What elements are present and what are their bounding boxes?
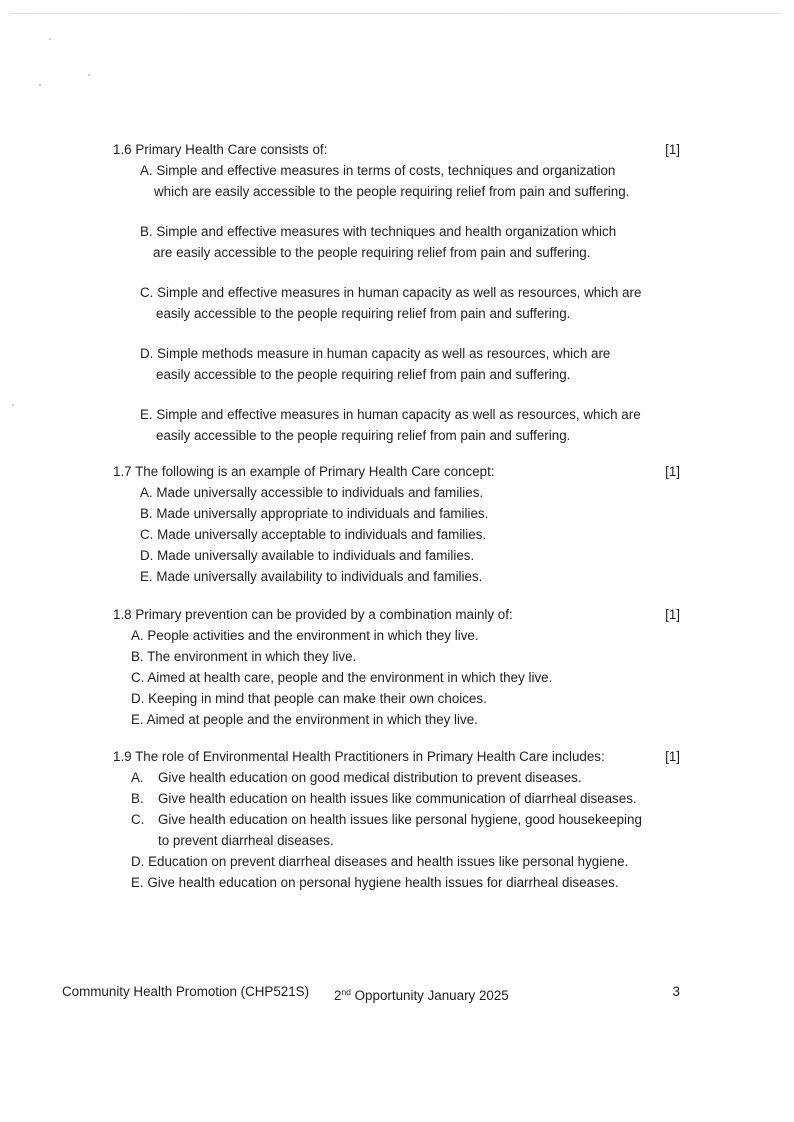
option-b: B. The environment in which they live. bbox=[131, 649, 357, 664]
option-line: which are easily accessible to the people requiring relief from pain and suffering. bbox=[154, 184, 630, 199]
question-marks: [1] bbox=[665, 142, 680, 157]
scan-speck bbox=[39, 84, 41, 86]
ordinal-suffix: nd bbox=[341, 987, 351, 997]
question-header bbox=[113, 746, 680, 767]
scan-speck bbox=[88, 74, 90, 76]
question-stem: 1.6 Primary Health Care consists of: bbox=[113, 142, 328, 157]
option-d: D. Keeping in mind that people can make their own choices. bbox=[131, 691, 487, 706]
option-b: B. Made universally appropriate to individuals and families. bbox=[140, 506, 489, 521]
option-a bbox=[113, 160, 680, 202]
opportunity-text: Opportunity January 2025 bbox=[350, 988, 509, 1003]
option-a: A. Made universally accessible to individuals and families. bbox=[140, 485, 484, 500]
option-d bbox=[113, 343, 680, 385]
question-1-9 bbox=[113, 746, 680, 893]
question-stem: 1.8 Primary prevention can be provided by a combination mainly of: bbox=[113, 607, 513, 622]
option-d: D. Education on prevent diarrheal diseases and health issues like personal hygiene. bbox=[131, 854, 629, 869]
option-line: E. Simple and effective measures in human capacity as well as resources, which are bbox=[140, 407, 641, 422]
option-b bbox=[113, 221, 680, 263]
option-text: Give health education on good medical distribution to prevent diseases. bbox=[158, 770, 582, 785]
exam-opportunity bbox=[334, 982, 673, 1006]
question-marks: [1] bbox=[665, 607, 680, 622]
question-stem: 1.9 The role of Environmental Health Practitioners in Primary Health Care includes: bbox=[113, 749, 605, 764]
question-marks: [1] bbox=[665, 749, 680, 764]
option-b bbox=[113, 788, 680, 809]
question-1-8 bbox=[113, 604, 680, 730]
course-name: Community Health Promotion (CHP521S) bbox=[62, 984, 310, 999]
scan-speck bbox=[12, 404, 14, 406]
option-d: D. Made universally available to individuals and families. bbox=[140, 548, 475, 563]
option-c: C. Made universally acceptable to individuals and families. bbox=[140, 527, 487, 542]
question-1-7 bbox=[113, 461, 680, 587]
option-text: Give health education on health issues like communication of diarrheal diseases. bbox=[158, 791, 637, 806]
scan-speck bbox=[49, 38, 51, 40]
option-line: D. Simple methods measure in human capacity as well as resources, which are bbox=[140, 346, 611, 361]
page-footer bbox=[62, 982, 680, 1006]
question-1-6 bbox=[113, 139, 680, 446]
option-a: A. People activities and the environment in which they live. bbox=[131, 628, 479, 643]
option-line: easily accessible to the people requiring relief from pain and suffering. bbox=[156, 306, 571, 321]
scan-edge-line bbox=[10, 13, 782, 14]
question-stem: 1.7 The following is an example of Primary Health Care concept: bbox=[113, 464, 495, 479]
page-number: 3 bbox=[672, 984, 680, 999]
question-header bbox=[113, 461, 680, 482]
option-line: B. Simple and effective measures with techniques and health organization which bbox=[140, 224, 617, 239]
option-a bbox=[113, 767, 680, 788]
option-text: Give health education on health issues like personal hygiene, good housekeeping bbox=[158, 812, 642, 827]
opportunity-number: 2 bbox=[334, 988, 342, 1003]
option-line: A. Simple and effective measures in terms of costs, techniques and organization bbox=[140, 163, 616, 178]
option-e bbox=[113, 404, 680, 446]
option-c bbox=[113, 809, 680, 830]
option-line: easily accessible to the people requiring relief from pain and suffering. bbox=[156, 367, 571, 382]
option-line: are easily accessible to the people requiring relief from pain and suffering. bbox=[153, 245, 591, 260]
question-header bbox=[113, 604, 680, 625]
option-e: E. Give health education on personal hygiene health issues for diarrheal diseases. bbox=[131, 875, 619, 890]
option-c-continuation: to prevent diarrheal diseases. bbox=[158, 833, 334, 848]
option-c: C. Aimed at health care, people and the environment in which they live. bbox=[131, 670, 553, 685]
option-line: easily accessible to the people requiring relief from pain and suffering. bbox=[156, 428, 571, 443]
option-c bbox=[113, 282, 680, 324]
option-e: E. Aimed at people and the environment in which they live. bbox=[131, 712, 478, 727]
option-line: C. Simple and effective measures in human capacity as well as resources, which are bbox=[140, 285, 642, 300]
option-label: B. bbox=[131, 791, 144, 806]
option-label: C. bbox=[131, 812, 145, 827]
question-marks: [1] bbox=[665, 464, 680, 479]
option-label: A. bbox=[131, 770, 144, 785]
question-header bbox=[113, 139, 680, 160]
option-e: E. Made universally availability to individuals and families. bbox=[140, 569, 483, 584]
